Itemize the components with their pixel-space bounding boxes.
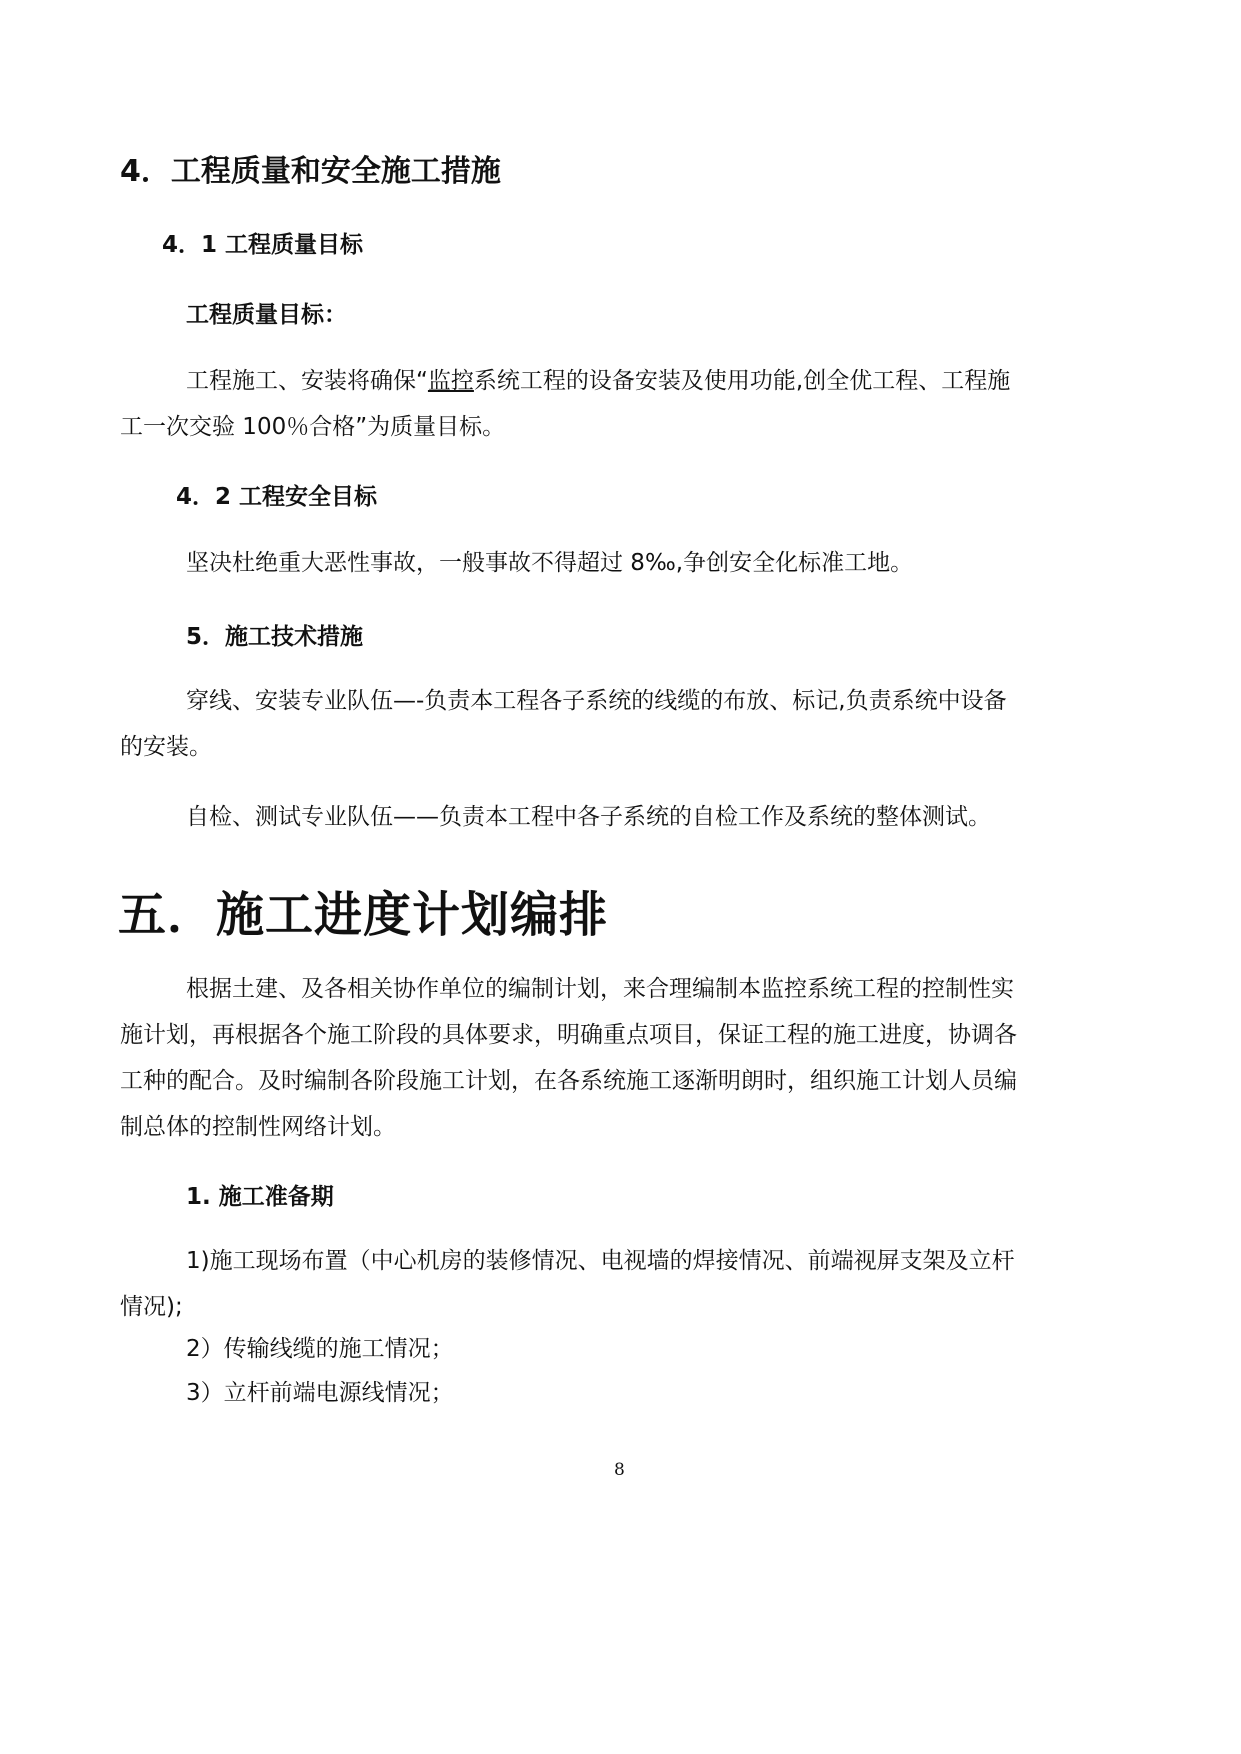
schedule-intro-paragraph xyxy=(120,966,1017,1150)
quality-goal-line-2: 工一次交验 100％合格”为质量目标。 xyxy=(120,414,506,440)
intro-line-3: 工种的配合。及时编制各阶段施工计划，在各系统施工逐渐明朗时，组织施工计划人员编 xyxy=(120,1068,1017,1094)
section-5-tech-heading: 5．施工技术措施 xyxy=(186,624,364,650)
prep-item-1-line-2: 情况); xyxy=(120,1294,183,1320)
prep-item-1-line-1: 1)施工现场布置（中心机房的装修情况、电视墙的焊接情况、前端视屏支架及立杆 xyxy=(186,1248,1015,1274)
safety-goal-text: 坚决杜绝重大恶性事故，一般事故不得超过 8‰,争创安全化标准工地。 xyxy=(186,550,914,576)
tech-paragraph-1 xyxy=(120,678,1007,770)
prep-item-1 xyxy=(120,1238,1015,1330)
subsection-4-1-heading: 4．1 工程质量目标 xyxy=(162,232,364,258)
intro-line-2: 施计划，再根据各个施工阶段的具体要求，明确重点项目，保证工程的施工进度，协调各 xyxy=(120,1022,1017,1048)
quality-text-a: 工程施工、安装将确保“ xyxy=(186,368,428,394)
tech-line-2: 的安装。 xyxy=(120,734,212,760)
tech-line-1: 穿线、安装专业队伍—-负责本工程各子系统的线缆的布放、标记,负责系统中设备 xyxy=(186,688,1007,714)
page-number: 8 xyxy=(614,1460,625,1480)
quality-goal-line-1 xyxy=(120,358,1010,404)
chapter-5-heading: 五．施工进度计划编排 xyxy=(118,887,609,943)
intro-line-4: 制总体的控制性网络计划。 xyxy=(120,1114,396,1140)
tech-paragraph-2: 自检、测试专业队伍——负责本工程中各子系统的自检工作及系统的整体测试。 xyxy=(186,804,991,830)
subsection-4-2-heading: 4．2 工程安全目标 xyxy=(176,484,378,510)
prep-item-3: 3）立杆前端电源线情况； xyxy=(186,1380,454,1406)
quality-goal-paragraph xyxy=(120,358,1010,450)
intro-line-1: 根据土建、及各相关协作单位的编制计划，来合理编制本监控系统工程的控制性实 xyxy=(186,976,1014,1002)
prep-period-heading: 1. 施工准备期 xyxy=(186,1184,334,1210)
prep-item-2: 2）传输线缆的施工情况； xyxy=(186,1336,454,1362)
quality-text-b: 系统工程的设备安装及使用功能,创全优工程、工程施 xyxy=(473,368,1011,394)
monitoring-link[interactable]: 监控 xyxy=(427,368,474,394)
section-4-heading: 4．工程质量和安全施工措施 xyxy=(120,154,501,189)
quality-goal-label: 工程质量目标： xyxy=(186,302,347,328)
